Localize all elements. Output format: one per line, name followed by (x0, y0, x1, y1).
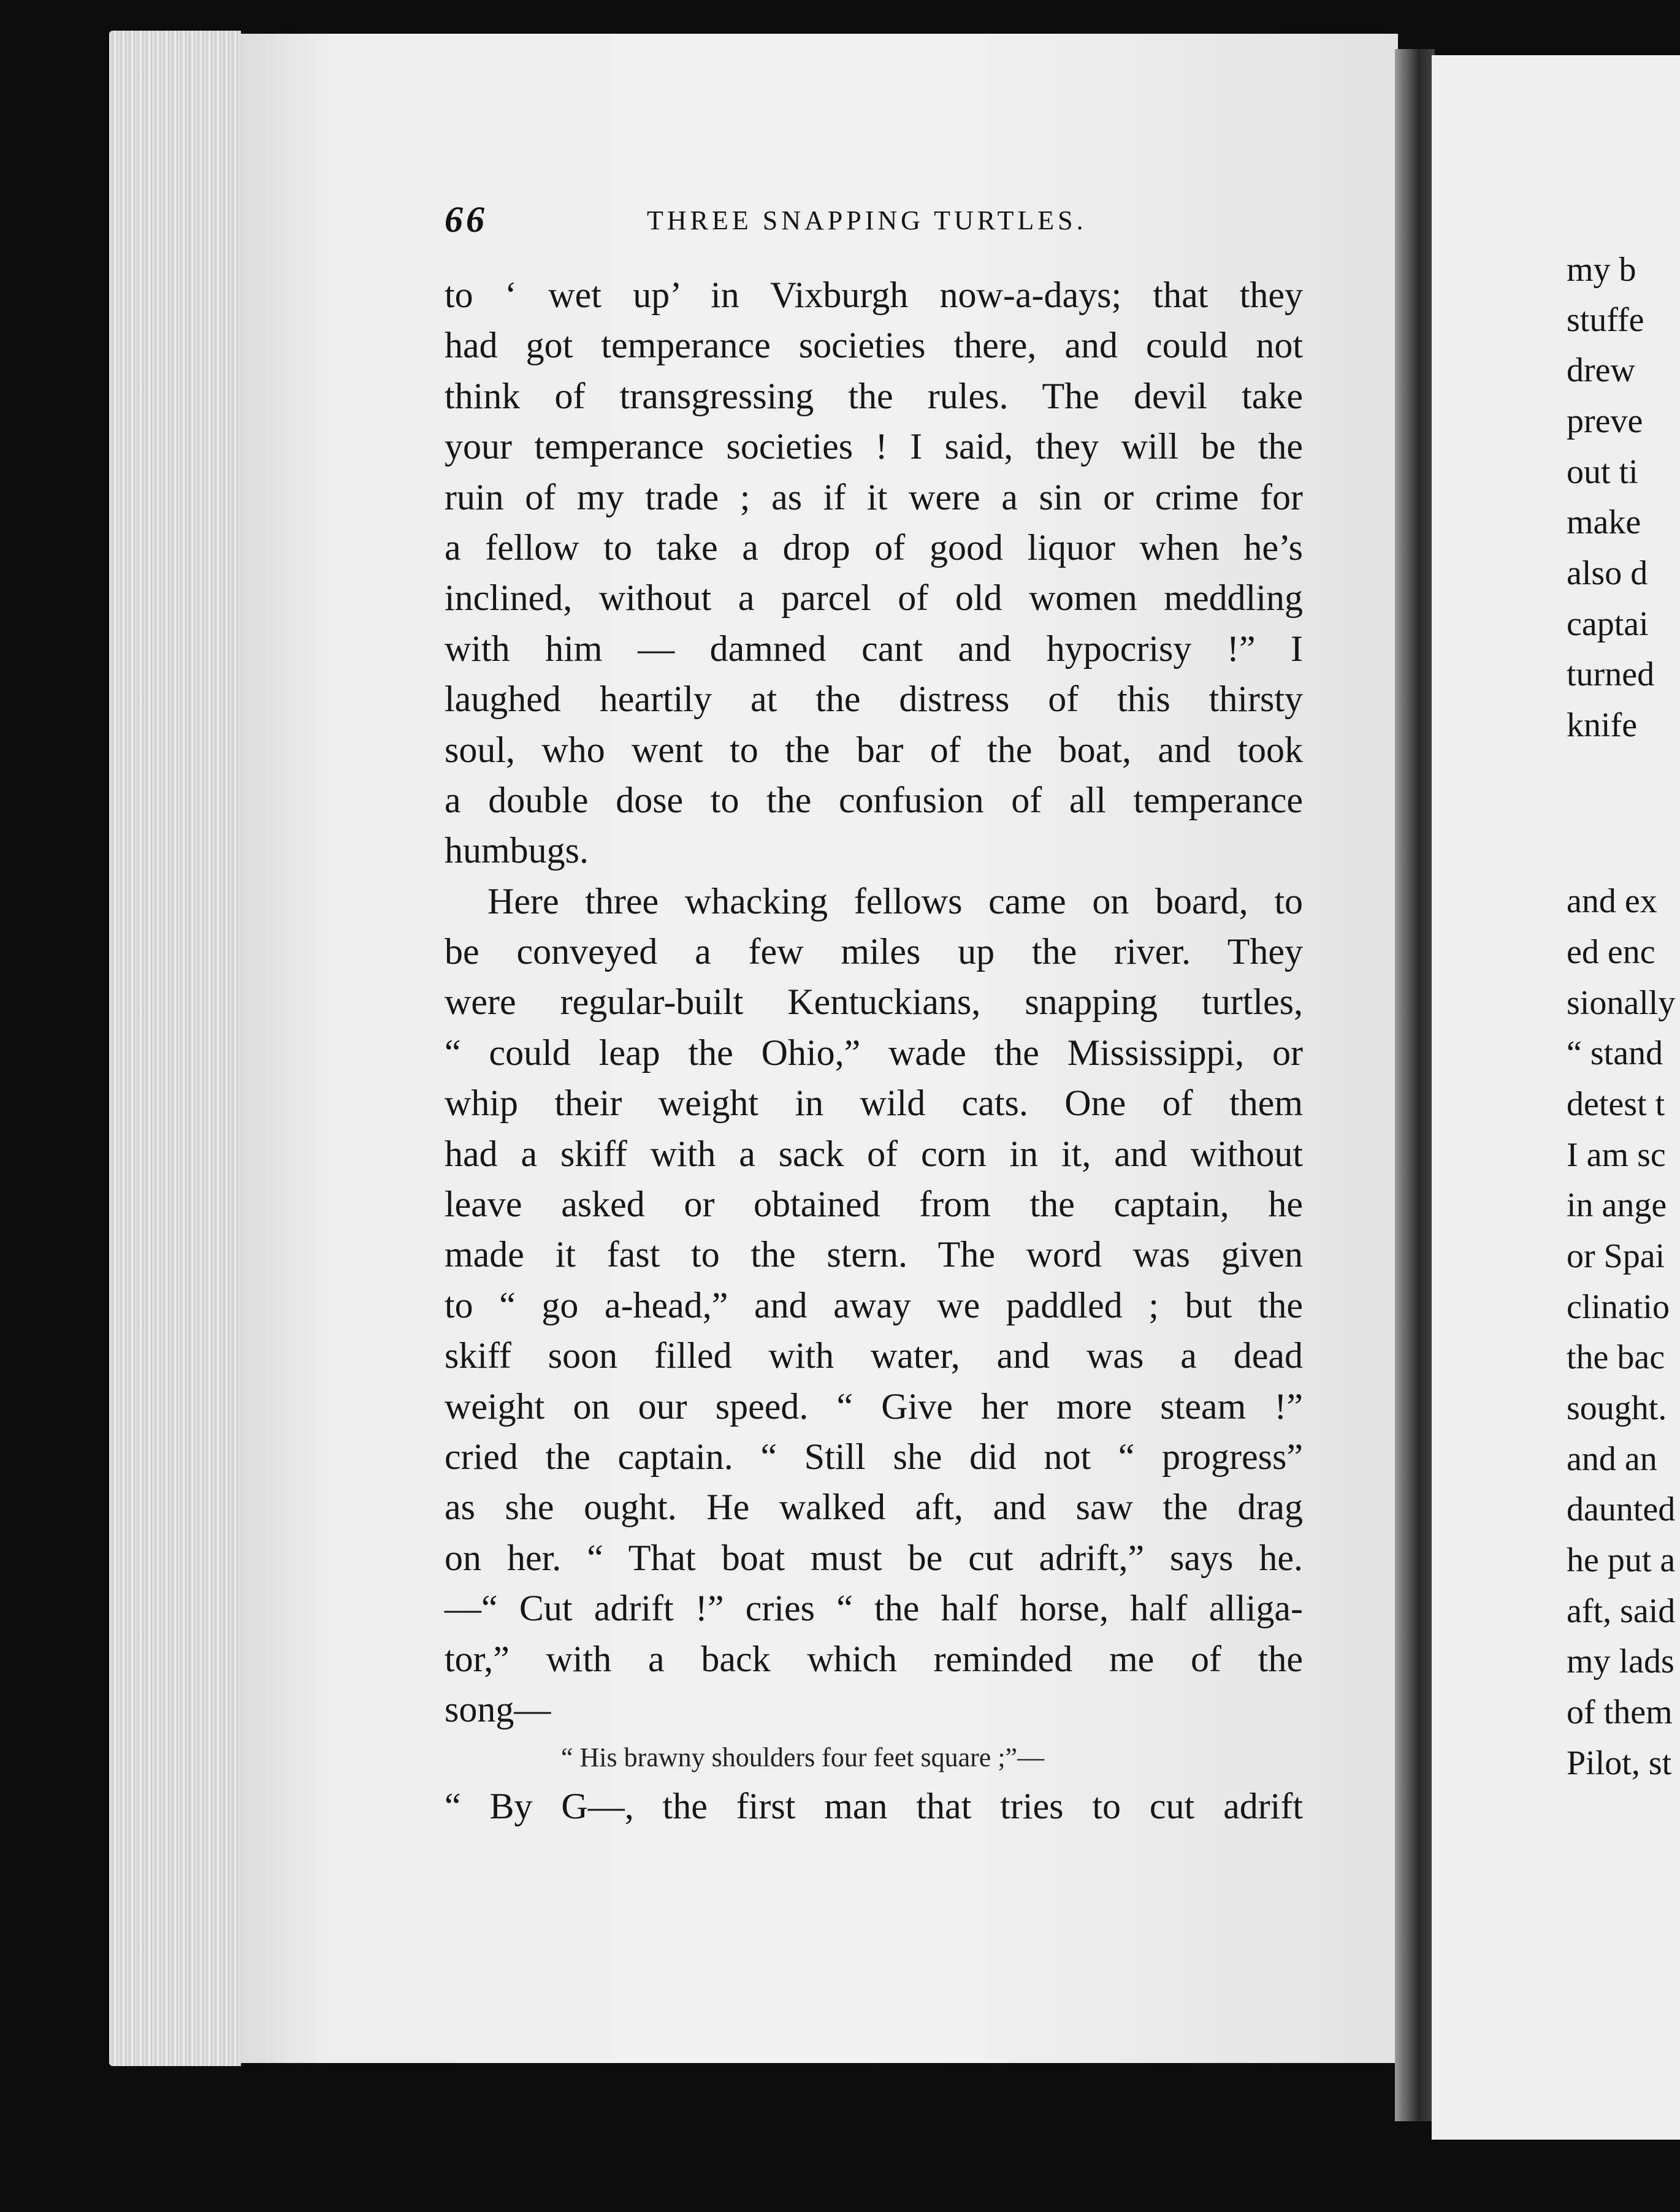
book-gutter (1395, 49, 1435, 2121)
right-page-line: in ange (1567, 1186, 1667, 1224)
right-page-line: my b (1567, 251, 1636, 289)
right-page-line: stuffe (1567, 301, 1644, 339)
right-page-line: also d (1567, 554, 1648, 592)
text-line: had got temperance societies there, and could not (445, 325, 1303, 366)
text-line: —“ Cut adrift !” cries “ the half horse, half alliga- (445, 1588, 1303, 1629)
text-line: to “ go a-head,” and away we paddled ; but the (445, 1284, 1303, 1325)
text-line: soul, who went to the bar of the boat, and took (445, 729, 1303, 770)
right-page-line: captai (1567, 605, 1649, 643)
right-page-line: sionally (1567, 984, 1676, 1022)
text-line: to ‘ wet up’ in Vixburgh now-a-days; that they (445, 275, 1303, 315)
running-head (445, 199, 1303, 251)
text-line: be conveyed a few miles up the river. They (445, 931, 1303, 972)
right-page-line: the bac (1567, 1338, 1665, 1376)
text-line: a double dose to the confusion of all temperance (445, 779, 1303, 820)
text-line: skiff soon filled with water, and was a dead (445, 1335, 1303, 1376)
text-line: think of transgressing the rules. The devil take (445, 375, 1303, 416)
text-line: laughed heartily at the distress of this thirsty (445, 679, 1303, 720)
text-line: your temperance societies ! I said, they will be the (445, 426, 1303, 467)
text-line: a fellow to take a drop of good liquor when he’s (445, 527, 1303, 568)
text-line: Here three whacking fellows came on board, to (487, 880, 1303, 921)
text-line: were regular-built Kentuckians, snapping turtles, (445, 982, 1303, 1023)
text-line: “ By G—, the first man that tries to cut adrift (445, 1786, 1303, 1827)
text-line: made it fast to the stern. The word was given (445, 1234, 1303, 1275)
text-line: weight on our speed. “ Give her more steam !” (445, 1386, 1303, 1427)
right-page-line: aft, said (1567, 1592, 1676, 1630)
right-page-line: ed enc (1567, 933, 1655, 971)
text-line: humbugs. (445, 830, 589, 871)
right-page-line: Pilot, st (1567, 1744, 1672, 1782)
text-line: song— (445, 1688, 551, 1730)
page-number: 66 (445, 199, 487, 240)
text-line: cried the captain. “ Still she did not “ progress” (445, 1436, 1303, 1477)
text-line: with him — damned cant and hypocrisy !” I (445, 628, 1303, 669)
right-page-line: clinatio (1567, 1288, 1670, 1326)
right-page-line: my lads (1567, 1642, 1674, 1680)
text-line: tor,” with a back which reminded me of the (445, 1638, 1303, 1679)
text-line: on her. “ That boat must be cut adrift,” says he. (445, 1537, 1303, 1578)
right-page-line: preve (1567, 402, 1643, 440)
right-page-line: sought. (1567, 1389, 1667, 1427)
right-page-line: or Spai (1567, 1237, 1665, 1275)
right-page-line: and ex (1567, 882, 1657, 920)
right-page-line: of them (1567, 1693, 1673, 1731)
text-line: inclined, without a parcel of old women meddling (445, 578, 1303, 619)
text-line: “ could leap the Ohio,” wade the Mississippi, or (445, 1032, 1303, 1073)
right-page-line: detest t (1567, 1085, 1665, 1123)
right-page-line: knife (1567, 706, 1638, 744)
running-title: THREE SNAPPING TURTLES. (647, 205, 1087, 235)
page-edges (109, 31, 241, 2066)
text-line: had a skiff with a sack of corn in it, and without (445, 1133, 1303, 1174)
right-page-line: make (1567, 503, 1641, 541)
text-line: ruin of my trade ; as if it were a sin or crime for (445, 476, 1303, 517)
right-page-line: daunted (1567, 1490, 1676, 1528)
right-page-line: out ti (1567, 453, 1638, 491)
right-page-line: he put a (1567, 1541, 1676, 1579)
right-page-line: turned (1567, 655, 1655, 693)
text-line: as she ought. He walked aft, and saw the drag (445, 1487, 1303, 1528)
text-line: whip their weight in wild cats. One of them (445, 1083, 1303, 1124)
right-page-line: and an (1567, 1440, 1657, 1478)
text-line: leave asked or obtained from the captain, he (445, 1184, 1303, 1225)
right-page-line: I am sc (1567, 1136, 1666, 1174)
right-page-line: “ stand (1567, 1034, 1663, 1072)
right-page (1432, 55, 1680, 2140)
verse-quote: “ His brawny shoulders four feet square ;”— (561, 1742, 1045, 1773)
right-page-line: drew (1567, 351, 1635, 389)
body-text (445, 270, 1303, 1832)
